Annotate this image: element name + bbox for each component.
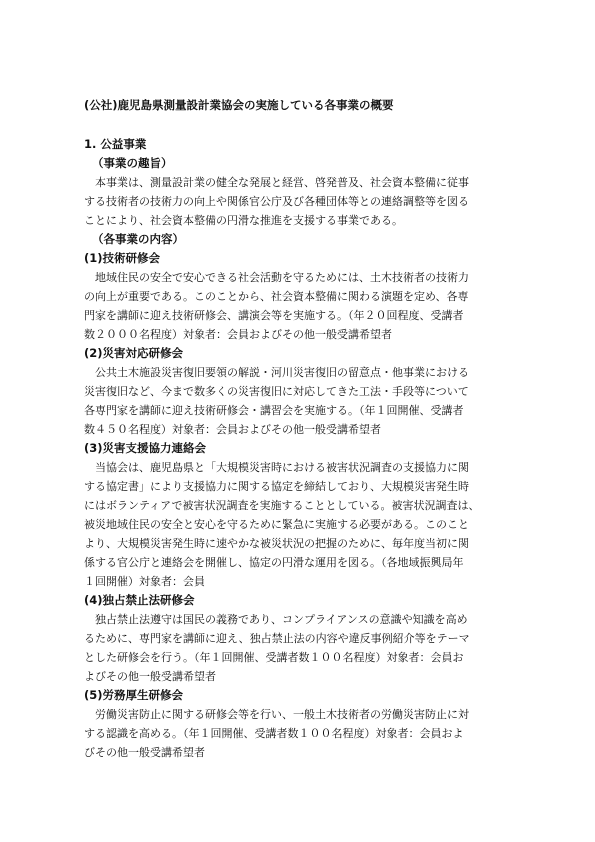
paragraph-line: 災害復旧など、今まで数多くの災害復旧に対応してきた工法・手段等について bbox=[84, 385, 469, 398]
paragraph-line: 係する官公庁と連絡会を開催し、協定の円滑な運用を図る。（各地域振興局年 bbox=[84, 556, 464, 569]
paragraph-line: する技術者の技術力の向上や関係官公庁及び各種団体等との連絡調整等を図る bbox=[84, 195, 469, 208]
paragraph-line: 門家を講師に迎え技術研修会、講演会等を実施する。（年２０回程度、受講者 bbox=[84, 309, 464, 322]
paragraph-line: るために、専門家を講師に迎え、独占禁止法の内容や違反事例紹介等をテーマ bbox=[84, 632, 470, 645]
paragraph-line: 当協会は、鹿児島県と「大規模災害時における被害状況調査の支援協力に関 bbox=[95, 461, 469, 474]
paragraph-line: 独占禁止法遵守は国民の義務であり、コンプライアンスの意識や知識を高め bbox=[95, 613, 468, 626]
content-heading: （各事業の内容） bbox=[92, 232, 184, 246]
item-heading-disaster-support-liaison: (3)災害支援協力連絡会 bbox=[84, 441, 207, 455]
item-paragraph-disaster-support-liaison bbox=[84, 458, 519, 591]
paragraph-line: ことにより、社会資本整備の円滑な推進を支援する事業である。 bbox=[84, 214, 403, 227]
paragraph-line: よびその他一般受講希望者 bbox=[84, 670, 216, 683]
document-title: (公社)鹿児島県測量設計業協会の実施している各事業の概要 bbox=[84, 98, 394, 112]
item-heading-technical-training: (1)技術研修会 bbox=[84, 251, 161, 265]
paragraph-line: する認識を高める。（年１回開催、受講者数１００名程度）対象者：会員およ bbox=[84, 727, 464, 740]
item-paragraph-technical-training bbox=[84, 268, 519, 344]
item-heading-antimonopoly-training: (4)独占禁止法研修会 bbox=[84, 593, 195, 607]
item-heading-labor-welfare-training: (5)労務厚生研修会 bbox=[84, 688, 184, 702]
paragraph-line: とした研修会を行う。（年１回開催、受講者数１００名程度）対象者：会員お bbox=[84, 651, 464, 664]
paragraph-line: より、大規模災害発生時に速やかな被災状況の把握のために、毎年度当初に関 bbox=[84, 537, 469, 550]
paragraph-line: 労働災害防止に関する研修会等を行い、一般土木技術者の労働災害防止に対 bbox=[95, 708, 469, 721]
paragraph-line: びその他一般受講希望者 bbox=[84, 746, 205, 759]
paragraph-line: する協定書」により支援協力に関する協定を締結しており、大規模災害発生時 bbox=[84, 480, 469, 493]
section-heading-public-benefit: 1. 公益事業 bbox=[84, 137, 147, 151]
paragraph-line: の向上が重要である。このことから、社会資本整備に関わる演題を定め、各専 bbox=[84, 290, 469, 303]
paragraph-line: 公共土木施設災害復旧要領の解説・河川災害復旧の留意点・他事業における bbox=[95, 366, 469, 379]
paragraph-line: 本事業は、測量設計業の健全な発展と経営、啓発普及、社会資本整備に従事 bbox=[95, 176, 469, 189]
item-paragraph-labor-welfare-training bbox=[84, 705, 519, 762]
paragraph-line: 数４５０名程度）対象者：会員およびその他一般受講希望者 bbox=[84, 423, 381, 436]
paragraph-line: 被災地域住民の安全と安心を守るために緊急に実施する必要がある。このこと bbox=[84, 518, 469, 531]
paragraph-line: 数２０００名程度）対象者：会員およびその他一般受講希望者 bbox=[84, 328, 392, 341]
paragraph-line: 地域住民の安全で安心できる社会活動を守るためには、土木技術者の技術力 bbox=[95, 271, 469, 284]
paragraph-line: １回開催）対象者：会員 bbox=[84, 575, 205, 588]
item-heading-disaster-response-training: (2)災害対応研修会 bbox=[84, 346, 184, 360]
purpose-heading: （事業の趣旨） bbox=[92, 156, 173, 170]
paragraph-line: にはボランティアで被害状況調査を実施することとしている。被害状況調査は、 bbox=[84, 499, 480, 512]
item-paragraph-antimonopoly-training bbox=[84, 610, 519, 686]
item-paragraph-disaster-response-training bbox=[84, 363, 519, 439]
purpose-paragraph bbox=[84, 173, 519, 230]
paragraph-line: 各専門家を講師に迎え技術研修会・講習会を実施する。（年１回開催、受講者 bbox=[84, 404, 464, 417]
